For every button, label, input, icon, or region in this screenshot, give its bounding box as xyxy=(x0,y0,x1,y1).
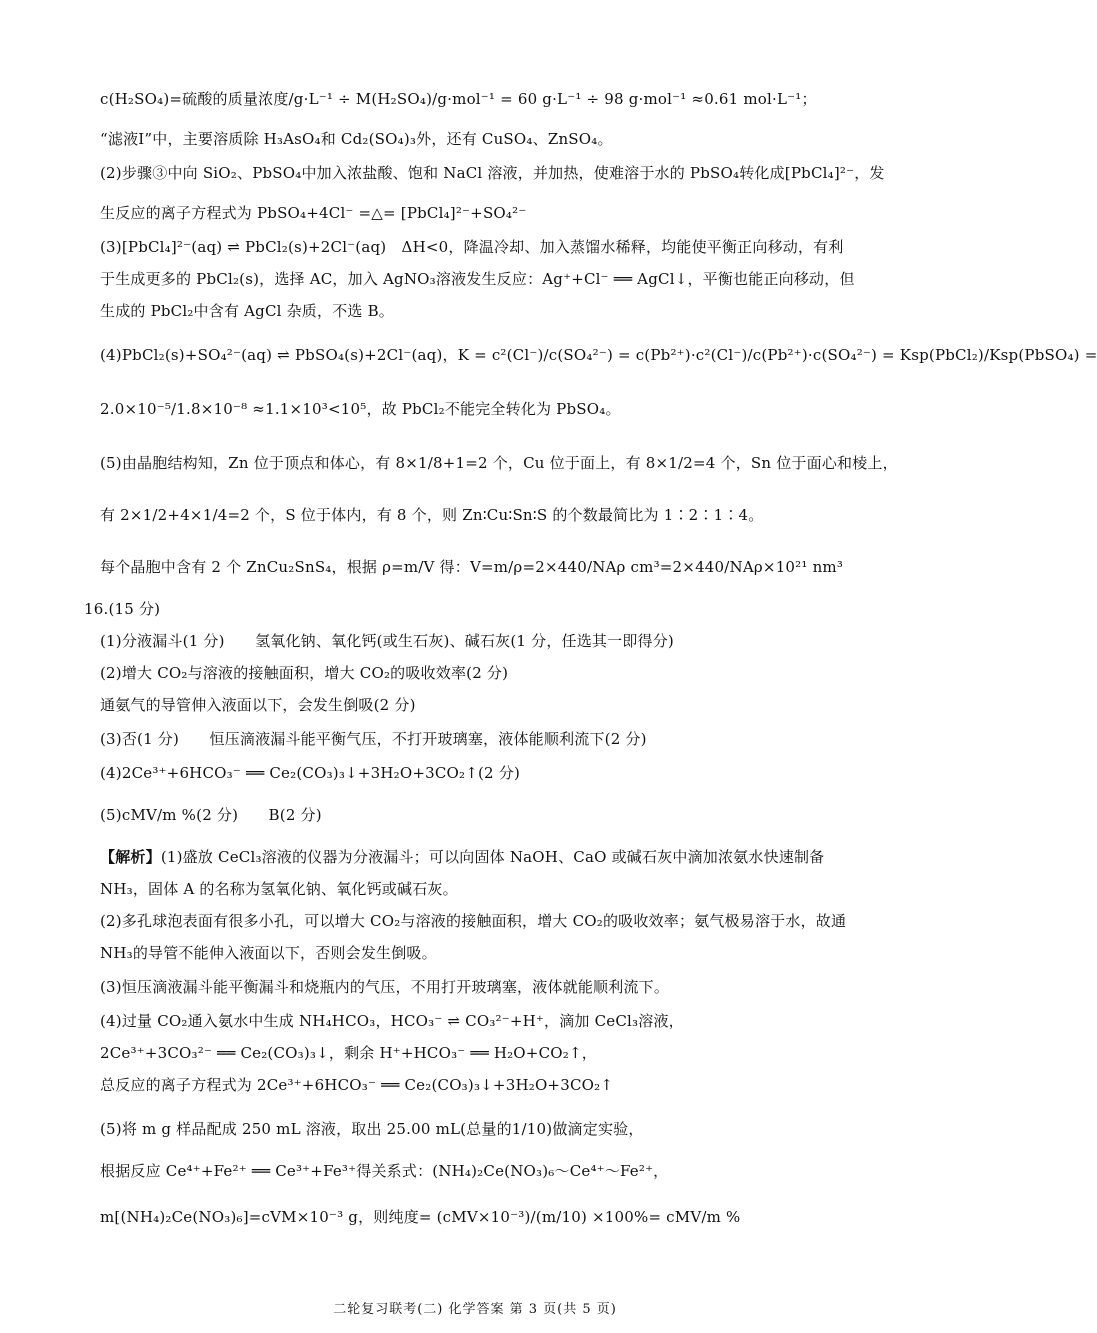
text-line: 生反应的离子方程式为 PbSO₄+4Cl⁻ =△= [PbCl₄]²⁻+SO₄²⁻ xyxy=(100,204,527,222)
text-line: (1)盛放 CeCl₃溶液的仪器为分液漏斗；可以向固体 NaOH、CaO 或碱石灰中滴加浓氨水快速制备 xyxy=(160,848,825,866)
text-line: (2)增大 CO₂与溶液的接触面积，增大 CO₂的吸收效率(2 分) xyxy=(100,664,509,682)
text-line: 通氨气的导管伸入液面以下，会发生倒吸(2 分) xyxy=(100,696,416,714)
text-line: (3)[PbCl₄]²⁻(aq) ⇌ PbCl₂(s)+2Cl⁻(aq) ΔH<0，降温冷却、加入蒸馏水稀释，均能使平衡正向移动，有利 xyxy=(100,238,844,256)
text-line: 2.0×10⁻⁵/1.8×10⁻⁸ ≈1.1×10³<10⁵，故 PbCl₂不能完全转化为 PbSO₄。 xyxy=(100,400,621,418)
text-line: “滤液Ⅰ”中，主要溶质除 H₃AsO₄和 Cd₂(SO₄)₃外，还有 CuSO₄、ZnSO₄。 xyxy=(100,130,613,148)
text-line: (4)2Ce³⁺+6HCO₃⁻ ══ Ce₂(CO₃)₃↓+3H₂O+3CO₂↑(2 分) xyxy=(100,764,520,782)
text-line: (3)恒压滴液漏斗能平衡漏斗和烧瓶内的气压，不用打开玻璃塞，液体就能顺利流下。 xyxy=(100,978,670,996)
text-line: (5)cMV/m %(2 分) B(2 分) xyxy=(100,806,322,824)
text-line: 于生成更多的 PbCl₂(s)，选择 AC，加入 AgNO₃溶液发生反应：Ag⁺+Cl⁻ ══ AgCl↓，平衡也能正向移动，但 xyxy=(100,270,855,288)
text-line: (3)否(1 分) 恒压滴液漏斗能平衡气压，不打开玻璃塞，液体能顺利流下(2 分) xyxy=(100,730,647,748)
text-line: 有 2×1/2+4×1/4=2 个，S 位于体内，有 8 个，则 Zn∶Cu∶Sn∶S 的个数最简比为 1∶2∶1∶4。 xyxy=(100,506,764,524)
text-line: (5)将 m g 样品配成 250 mL 溶液，取出 25.00 mL(总量的1/10)做滴定实验， xyxy=(100,1120,644,1138)
text-line: (2)步骤③中向 SiO₂、PbSO₄中加入浓盐酸、饱和 NaCl 溶液，并加热，使难溶于水的 PbSO₄转化成[PbCl₄]²⁻，发 xyxy=(100,164,885,182)
text-line: 生成的 PbCl₂中含有 AgCl 杂质，不选 B。 xyxy=(100,302,394,320)
page-footer: 二轮复习联考(二) 化学答案 第 3 页(共 5 页) xyxy=(333,1302,617,1317)
text-line: (2)多孔球泡表面有很多小孔，可以增大 CO₂与溶液的接触面积，增大 CO₂的吸收效率；氨气极易溶于水，故通 xyxy=(100,912,847,930)
text-line: (4)PbCl₂(s)+SO₄²⁻(aq) ⇌ PbSO₄(s)+2Cl⁻(aq)，K = c²(Cl⁻)/c(SO₄²⁻) = c(Pb²⁺)·c²(Cl⁻)/c(Pb²⁺)·c(SO₄²⁻) = Ksp(PbCl₂)/Ksp(PbSO₄) = xyxy=(100,346,1097,364)
question-number: 16.(15 分) xyxy=(84,600,161,618)
text-line: 总反应的离子方程式为 2Ce³⁺+6HCO₃⁻ ══ Ce₂(CO₃)₃↓+3H₂O+3CO₂↑ xyxy=(100,1076,614,1094)
text-line: (4)过量 CO₂通入氨水中生成 NH₄HCO₃，HCO₃⁻ ⇌ CO₃²⁻+H⁺，滴加 CeCl₃溶液， xyxy=(100,1012,684,1030)
text-line: (5)由晶胞结构知，Zn 位于顶点和体心，有 8×1/8+1=2 个，Cu 位于面上，有 8×1/2=4 个，Sn 位于面心和棱上， xyxy=(100,454,898,472)
text-line: c(H₂SO₄)=硫酸的质量浓度/g·L⁻¹ ÷ M(H₂SO₄)/g·mol⁻¹ = 60 g·L⁻¹ ÷ 98 g·mol⁻¹ ≈0.61 mol·L⁻¹； xyxy=(100,90,817,108)
analysis-line xyxy=(100,846,880,868)
text-line: (1)分液漏斗(1 分) 氢氧化钠、氧化钙(或生石灰)、碱石灰(1 分，任选其一即得分) xyxy=(100,632,674,650)
text-line: NH₃的导管不能伸入液面以下，否则会发生倒吸。 xyxy=(100,944,437,962)
analysis-tag: 【解析】 xyxy=(100,848,161,866)
text-line: 根据反应 Ce⁴⁺+Fe²⁺ ══ Ce³⁺+Fe³⁺得关系式：(NH₄)₂Ce(NO₃)₆～Ce⁴⁺～Fe²⁺， xyxy=(100,1162,669,1180)
text-line: 2Ce³⁺+3CO₃²⁻ ══ Ce₂(CO₃)₃↓，剩余 H⁺+HCO₃⁻ ══ H₂O+CO₂↑， xyxy=(100,1044,597,1062)
text-line: NH₃，固体 A 的名称为氢氧化钠、氧化钙或碱石灰。 xyxy=(100,880,458,898)
text-line: m[(NH₄)₂Ce(NO₃)₆]=cVM×10⁻³ g，则纯度= (cMV×10⁻³)/(m/10) ×100%= cMV/m % xyxy=(100,1208,741,1226)
text-line: 每个晶胞中含有 2 个 ZnCu₂SnS₄，根据 ρ=m/V 得：V=m/ρ=2×440/NAρ cm³=2×440/NAρ×10²¹ nm³ xyxy=(100,558,844,576)
